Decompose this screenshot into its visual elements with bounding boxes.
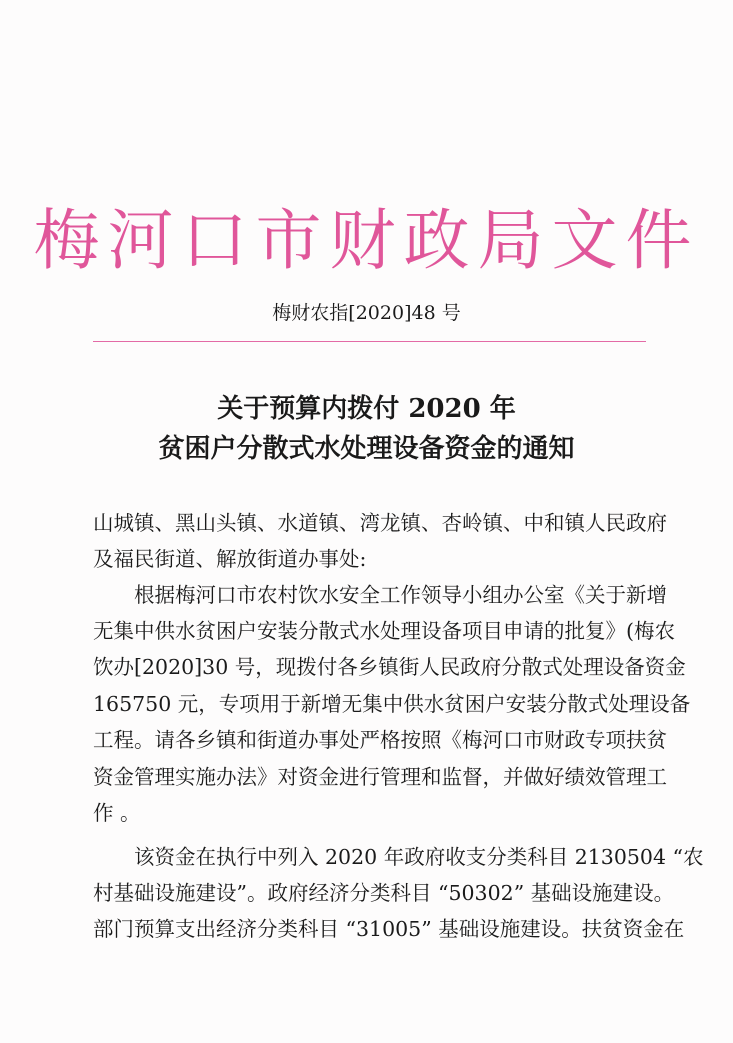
notice-title-line-2: 贫困户分散式水处理设备资金的通知 bbox=[158, 434, 575, 464]
paragraph-line: 根据梅河口市农村饮水安全工作领导小组办公室《关于新增 bbox=[134, 583, 667, 607]
red-divider-line bbox=[93, 341, 646, 342]
notice-title-line-1: 关于预算内拨付 2020 年 bbox=[217, 394, 516, 424]
paragraph-line: 该资金在执行中列入 2020 年政府收支分类科目 2130504 “农 bbox=[134, 845, 704, 869]
recipients-line: 及福民街道、解放街道办事处: bbox=[93, 547, 367, 571]
paragraph-line: 村基础设施建设”。政府经济分类科目 “50302” 基础设施建设。 bbox=[93, 881, 675, 905]
notice-title bbox=[0, 389, 733, 469]
letterhead-title: 梅河口市财政局文件 bbox=[33, 202, 700, 279]
paragraph-line: 工程。请各乡镇和街道办事处严格按照《梅河口市财政专项扶贫 bbox=[93, 728, 667, 752]
recipients-line: 山城镇、黑山头镇、水道镇、湾龙镇、杏岭镇、中和镇人民政府 bbox=[93, 511, 667, 535]
paragraph-line: 资金管理实施办法》对资金进行管理和监督，并做好绩效管理工 bbox=[93, 765, 667, 789]
paragraph-line: 饮办[2020]30 号，现拨付各乡镇街人民政府分散式处理设备资金 bbox=[93, 655, 686, 679]
document-number: 梅财农指[2020]48 号 bbox=[272, 302, 461, 324]
paragraph-line: 无集中供水贫困户安装分散式水处理设备项目申请的批复》(梅农 bbox=[93, 619, 675, 643]
paragraph-line: 部门预算支出经济分类科目 “31005” 基础设施建设。扶贫资金在 bbox=[93, 917, 685, 941]
paragraph-line: 作 。 bbox=[93, 801, 141, 825]
paragraph-line: 165750 元，专项用于新增无集中供水贫困户安装分散式处理设备 bbox=[93, 692, 691, 716]
